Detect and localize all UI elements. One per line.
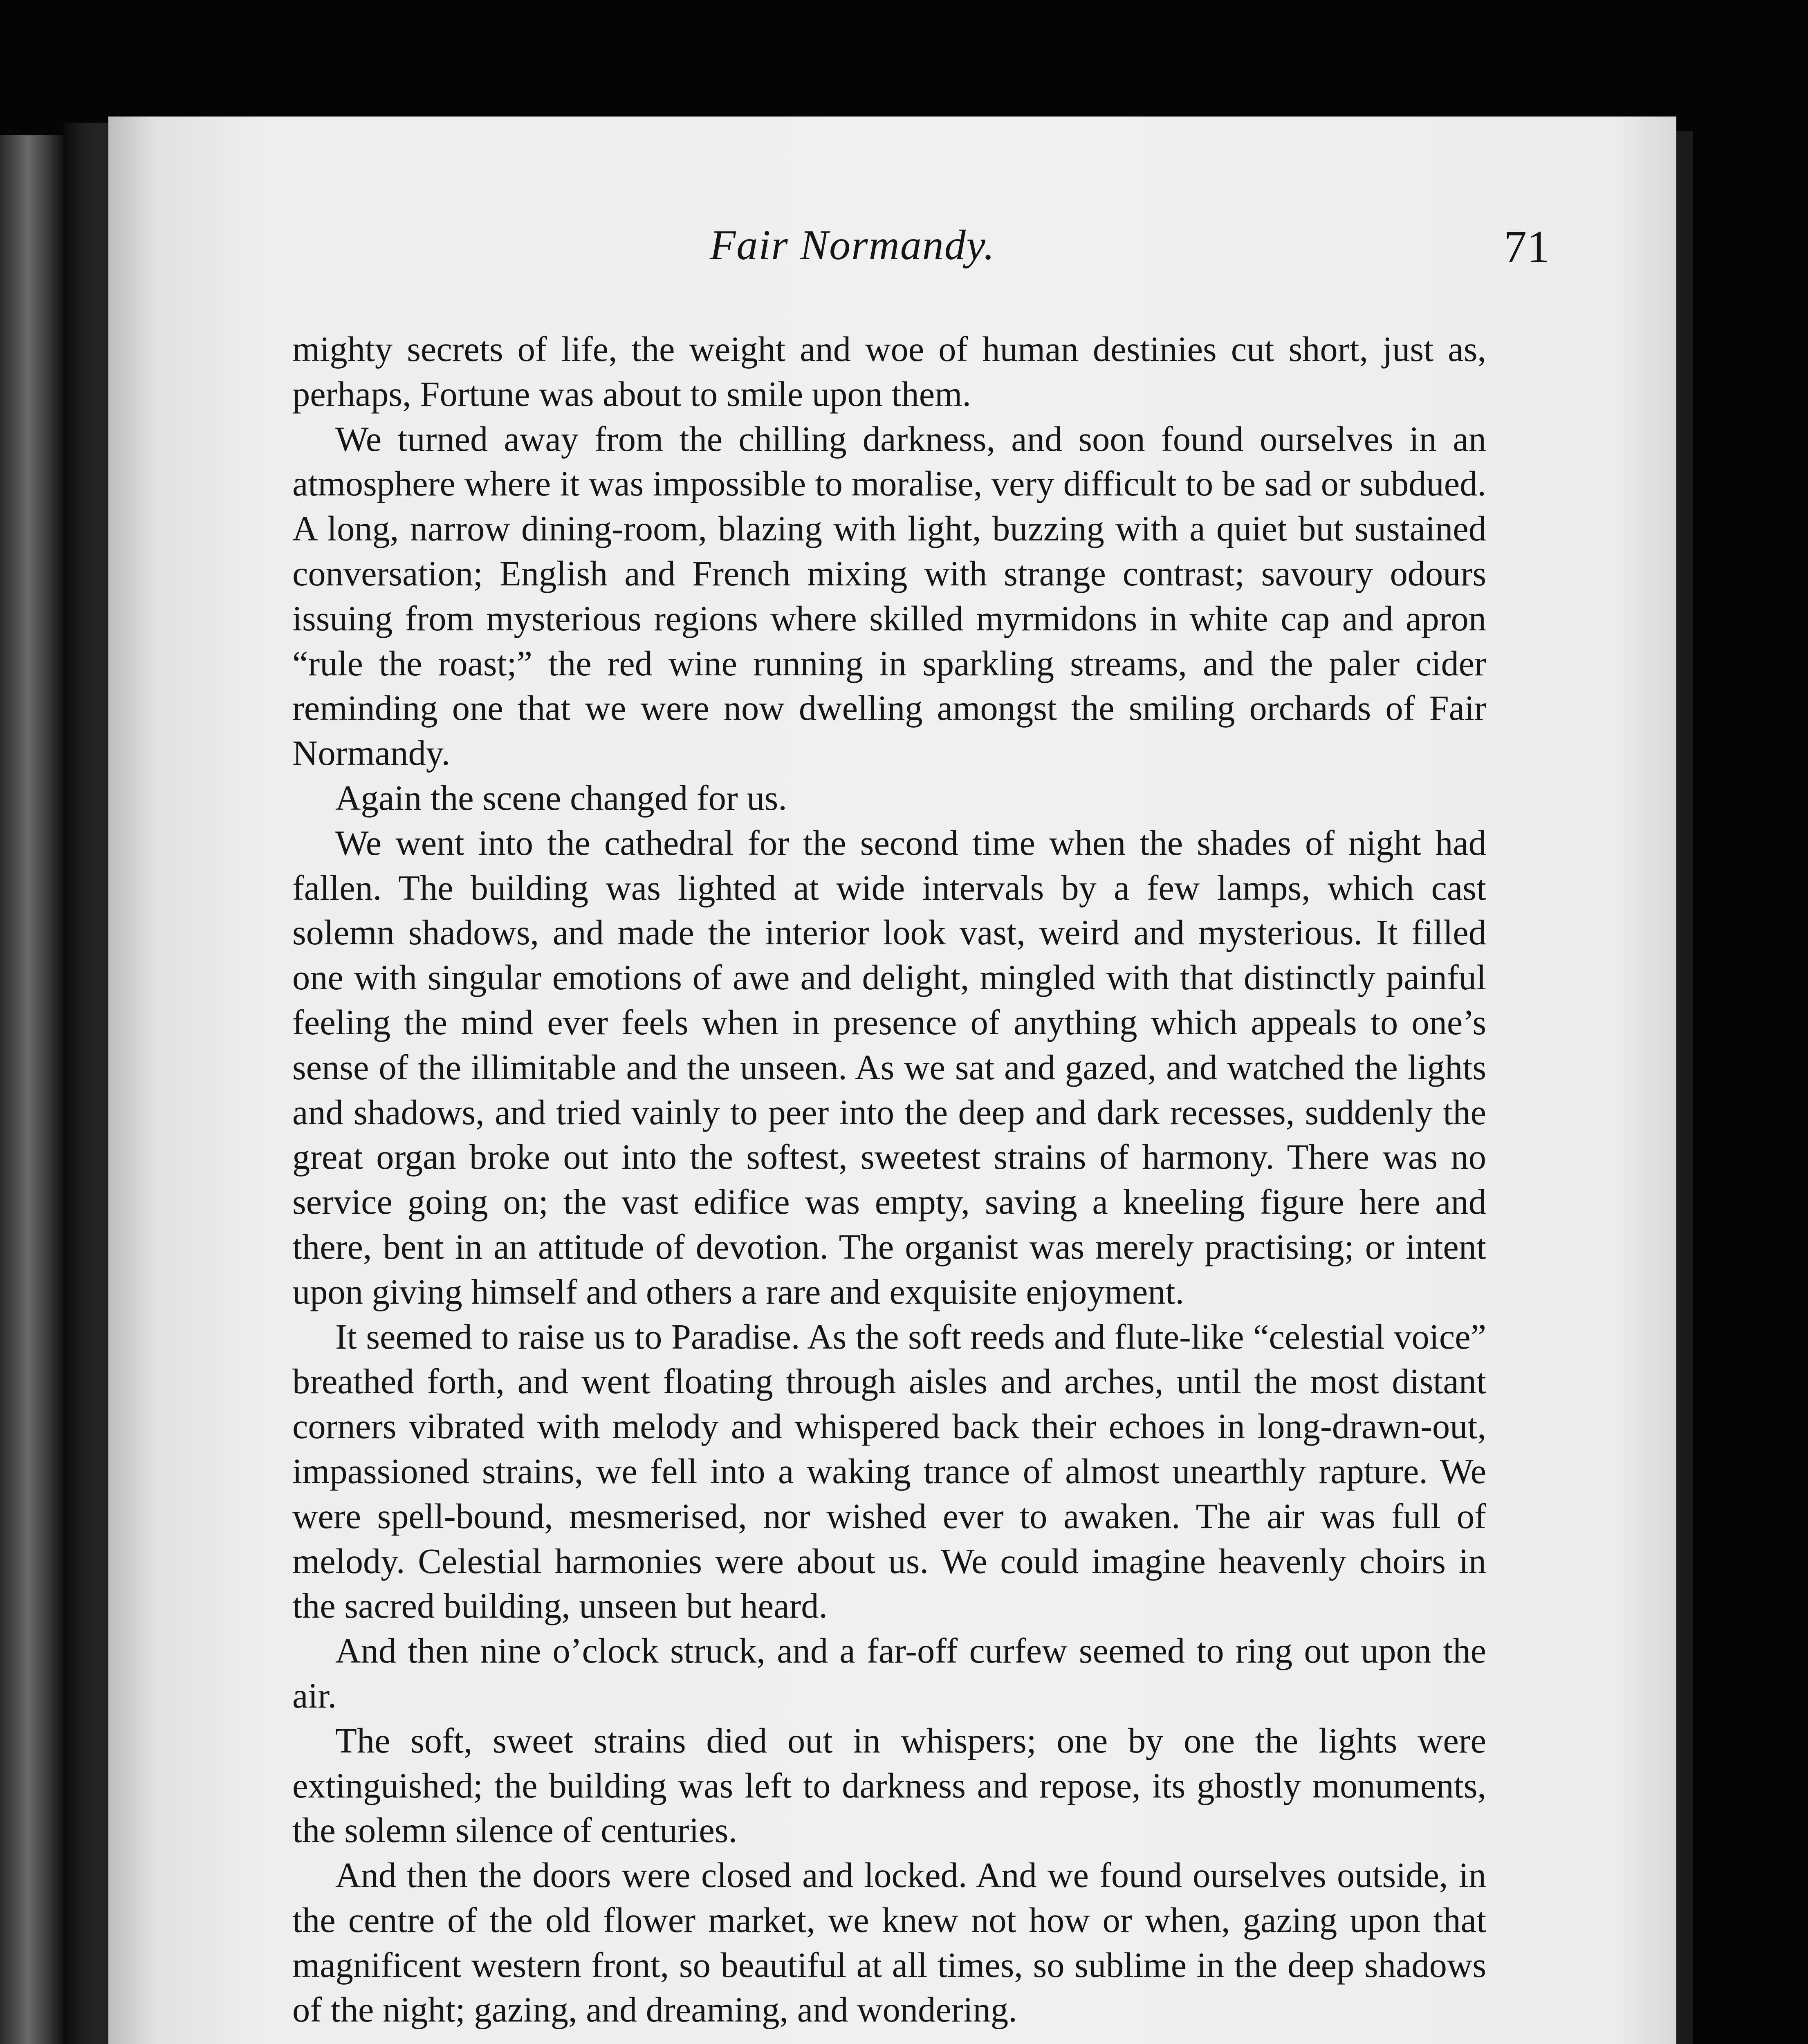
- page-number: 71: [1504, 222, 1550, 272]
- paragraph: Again the scene changed for us.: [335, 778, 787, 818]
- paragraph: We went into the cathedral for the second time when the shades of night had fallen. The building was lighted at wide intervals by a few lamps, which cast solemn shadows, and made the interior look vast, weird and mysterious. It filled one with singular emotions of awe and delight, mingled with that distinctly painful feeling the mind ever feels when in presence of anything which appeals to one’s sense of the illimitable and the unseen. As we sat and gazed, and watched the lights and shadows, and tried vainly to peer into the deep and dark recesses, suddenly the great organ broke out into the softest, sweetest strains of harmony. There was no service going on; the vast edifice was empty, saving a kneeling figure here and there, bent in an attitude of devotion. The organist was merely practising; or intent upon giving himself and others a rare and exquisite enjoyment.: [292, 823, 1486, 1311]
- paragraph: We turned away from the chilling darkness, and soon found ourselves in an atmosphere where it was impossible to moralise, very difficult to be sad or subdued. A long, narrow dining-room, blazing with light, buzzing with a quiet but sustained conversation; English and French mixing with strange contrast; savoury odours issuing from mysterious regions where skilled myrmidons in white cap and apron “rule the roast;” the red wine running in sparkling streams, and the paler cider reminding one that we were now dwelling amongst the smiling orchards of Fair Normandy.: [292, 419, 1486, 773]
- page-header: [180, 221, 1550, 286]
- body-text: [292, 327, 1486, 2033]
- paragraph: And then nine o’clock struck, and a far-off curfew seemed to ring out upon the air.: [292, 1631, 1486, 1715]
- book-gutter: [63, 123, 108, 2044]
- previous-page-edge: [0, 135, 63, 2044]
- paragraph: mighty secrets of life, the weight and woe of human destinies cut short, just as, perhaps, Fortune was about to smile upon them.: [292, 329, 1486, 414]
- paragraph: The soft, sweet strains died out in whispers; one by one the lights were extinguished; the building was left to darkness and repose, its ghostly monuments, the solemn silence of centuries.: [292, 1721, 1486, 1850]
- paragraph: It seemed to raise us to Paradise. As the soft reeds and flute-like “celestial voice” breathed forth, and went floating through aisles and arches, until the most distant corners vibrated with melody and whispered back their echoes in long-drawn-out, impassioned strains, we fell into a waking trance of almost unearthly rapture. We were spell-bound, mesmerised, nor wished ever to awaken. The air was full of melody. Celestial harmonies were about us. We could imagine heavenly choirs in the sacred building, unseen but heard.: [292, 1317, 1486, 1626]
- paragraph: And then the doors were closed and locked. And we found ourselves outside, in the centre of the old flower market, we knew not how or when, gazing upon that magnificent western front, so beautiful at all times, so sublime in the deep shadows of the night; gazing, and dreaming, and wondering.: [292, 1856, 1486, 2030]
- running-head: Fair Normandy.: [709, 222, 996, 269]
- page-right-edge: [1676, 131, 1693, 2044]
